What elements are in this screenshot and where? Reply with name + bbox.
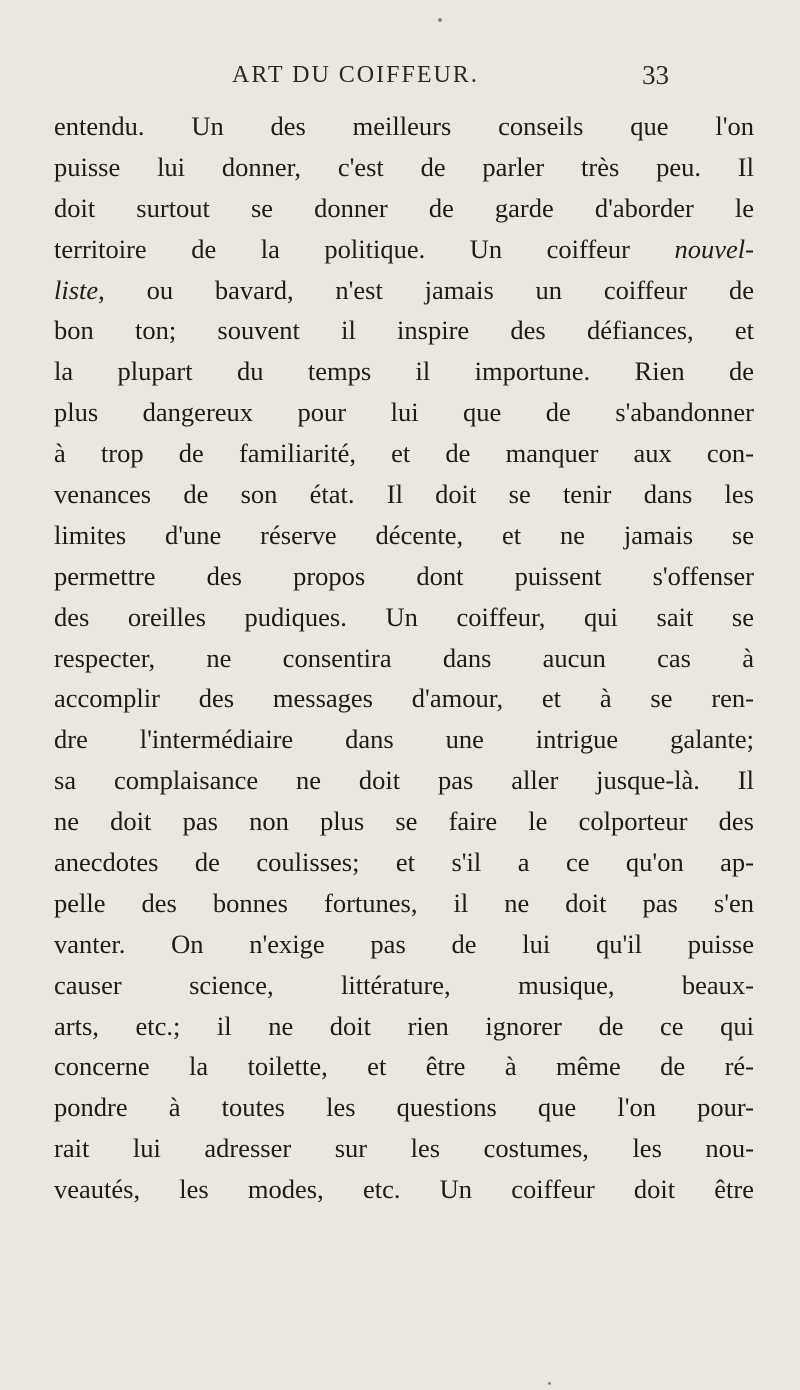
text-line: respecter, ne consentira dans aucun cas à [54,642,754,673]
running-title: ART DU COIFFEUR. [232,62,479,88]
text-line: bon ton; souvent il inspire des défiances, et [54,315,754,346]
text-line: concerne la toilette, et être à même de ré- [54,1051,754,1082]
text-line: arts, etc.; il ne doit rien ignorer de ce qui [54,1010,754,1041]
text-line: dre l'intermédiaire dans une intrigue galante; [54,724,754,755]
text-line: sa complaisance ne doit pas aller jusque-là. Il [54,765,754,796]
text-line: limites d'une réserve décente, et ne jamais se [54,519,754,550]
text-line: ne doit pas non plus se faire le colporteur des [54,806,754,837]
text-line: liste, ou bavard, n'est jamais un coiffeur de [54,274,754,305]
text-line: puisse lui donner, c'est de parler très peu. Il [54,151,754,182]
body-text [54,106,754,1210]
page-header [0,62,800,102]
text-line: territoire de la politique. Un coiffeur nouvel- [54,233,754,264]
italic-word: liste [54,274,99,305]
text-line: entendu. Un des meilleurs conseils que l'on [54,111,754,141]
text-line: la plupart du temps il importune. Rien de [54,356,754,387]
text-line: pondre à toutes les questions que l'on pour- [54,1092,754,1123]
paper-speck [548,1382,551,1385]
text-line: venances de son état. Il doit se tenir dans les [54,479,754,510]
text-line: pelle des bonnes fortunes, il ne doit pas s'en [54,887,754,918]
text-line: veautés, les modes, etc. Un coiffeur doit être [54,1174,754,1205]
text-line: vanter. On n'exige pas de lui qu'il puisse [54,928,754,959]
text-line: des oreilles pudiques. Un coiffeur, qui sait se [54,601,754,632]
text-line: plus dangereux pour lui que de s'abandonner [54,397,754,428]
text-line: permettre des propos dont puissent s'offenser [54,560,754,591]
page-number: 33 [642,60,669,90]
italic-word: nouvel- [674,233,754,264]
text-line: causer science, littérature, musique, beaux- [54,969,754,1000]
text-line: anecdotes de coulisses; et s'il a ce qu'on ap- [54,847,754,878]
paper-speck [438,18,442,22]
text-line: accomplir des messages d'amour, et à se ren- [54,683,754,714]
text-line: doit surtout se donner de garde d'aborder le [54,192,754,223]
text-line: à trop de familiarité, et de manquer aux con- [54,438,754,469]
text-line: rait lui adresser sur les costumes, les nou- [54,1133,754,1164]
